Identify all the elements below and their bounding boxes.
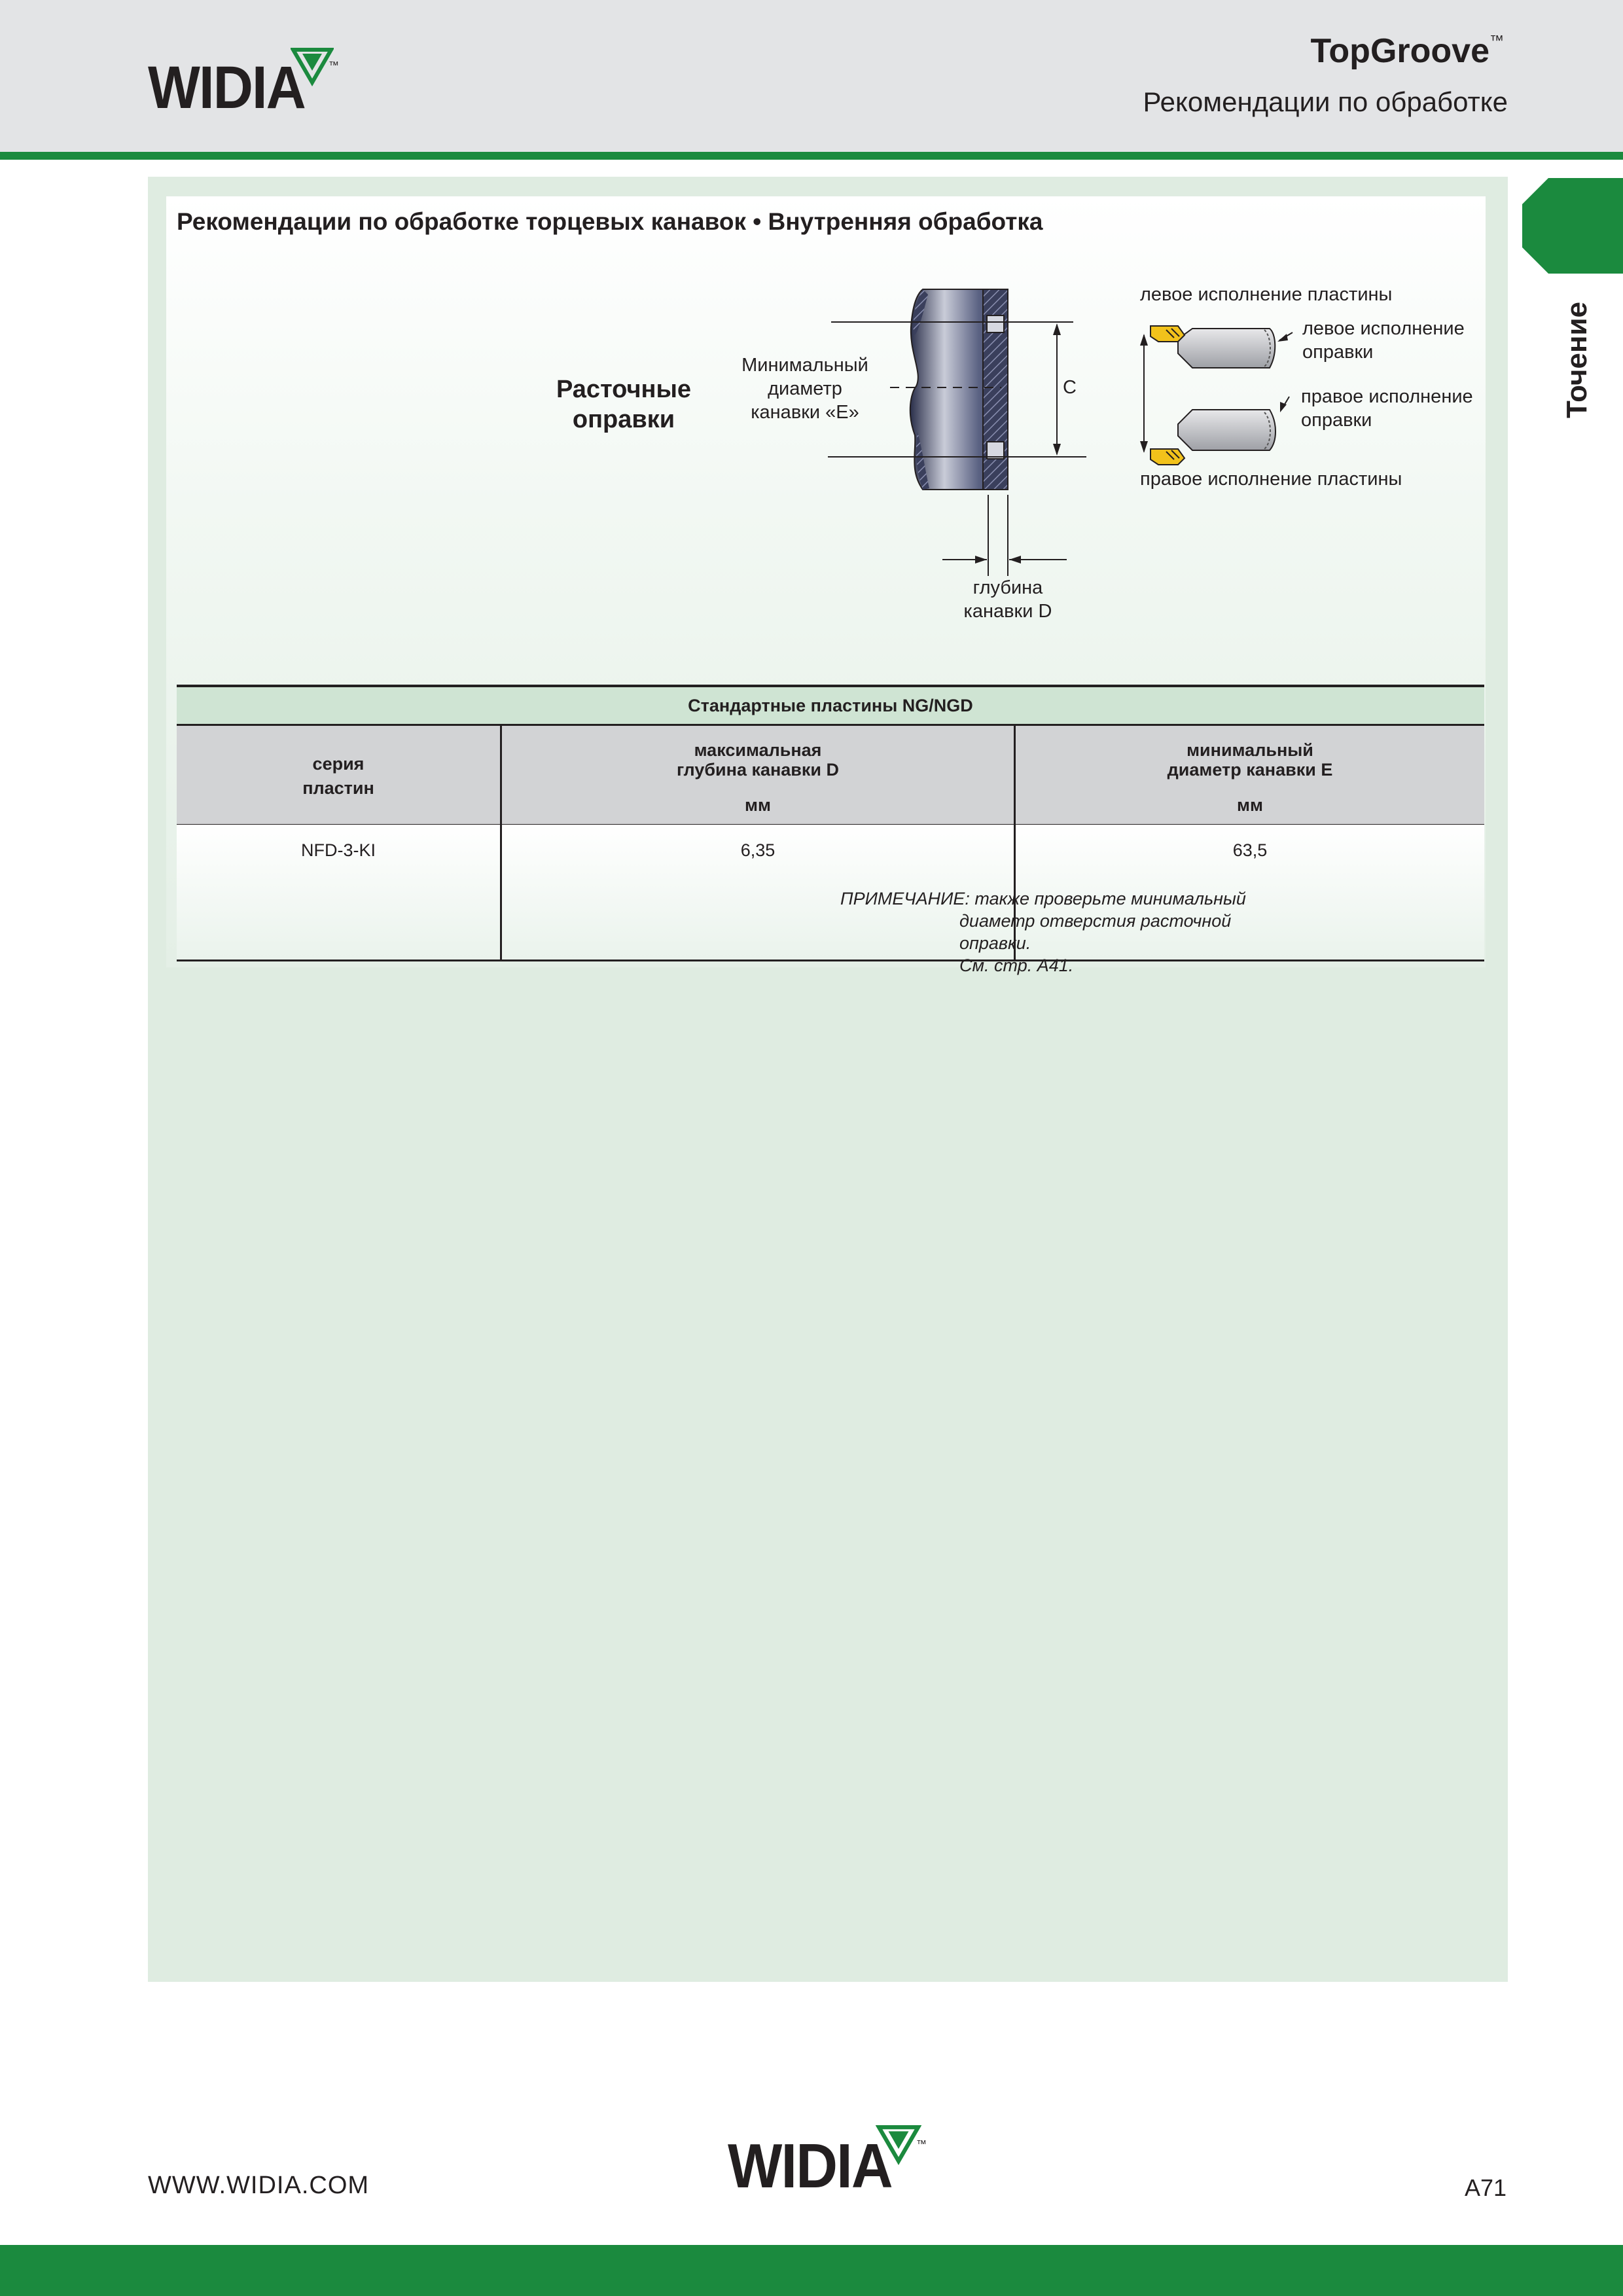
header-min-diameter-line1: минимальный bbox=[1186, 740, 1313, 760]
depth-line2: канавки D bbox=[963, 601, 1052, 622]
note-line3: См. стр. A41. bbox=[959, 956, 1074, 975]
cell-max-depth: 6,35 bbox=[740, 840, 776, 860]
left-insert-label: левое исполнение пластины bbox=[1140, 284, 1393, 305]
side-tab-text: Точение bbox=[1561, 302, 1593, 418]
section-title: Рекомендации по обработке торцевых канавок • Внутренняя обработка bbox=[177, 208, 1043, 235]
row-divider bbox=[500, 825, 502, 960]
note-line2: диаметр отверстия расточной оправки. bbox=[959, 911, 1232, 953]
header-max-depth bbox=[502, 726, 1014, 838]
footer-url[interactable]: WWW.WIDIA.COM bbox=[148, 2172, 370, 2199]
boring-bars-label bbox=[537, 374, 711, 435]
min-diameter-label bbox=[740, 353, 870, 424]
dimension-c-label: C bbox=[1063, 377, 1077, 398]
product-title bbox=[1311, 31, 1504, 71]
depth-line1: глубина bbox=[972, 577, 1043, 598]
right-holder-line1: правое исполнение bbox=[1301, 386, 1473, 407]
min-diameter-line1: Минимальный bbox=[741, 355, 868, 376]
note-line1-wrap bbox=[840, 888, 1298, 910]
left-holder-label bbox=[1302, 317, 1465, 364]
header-min-diameter-line2: диаметр канавки E bbox=[1167, 760, 1333, 780]
side-tab-shape bbox=[1522, 178, 1623, 274]
cell-min-diameter: 63,5 bbox=[1232, 840, 1268, 860]
header-min-diameter bbox=[1016, 726, 1484, 838]
header-min-diameter-unit: мм bbox=[1237, 795, 1263, 815]
product-tm: ™ bbox=[1489, 31, 1504, 48]
left-holder-line2: оправки bbox=[1302, 342, 1374, 363]
header-rule bbox=[0, 152, 1623, 160]
footer-bar bbox=[0, 2245, 1623, 2296]
header-subtitle: Рекомендации по обработке bbox=[1143, 86, 1508, 117]
boring-label-line2: оправки bbox=[572, 406, 675, 433]
note-line1: также проверьте минимальный bbox=[974, 889, 1246, 908]
logo-tm: ™ bbox=[329, 60, 339, 71]
widia-logo bbox=[148, 54, 339, 121]
footer-logo-tm: ™ bbox=[916, 2139, 927, 2150]
right-holder-line2: оправки bbox=[1301, 410, 1372, 431]
grooving-diagram bbox=[726, 275, 1479, 641]
min-diameter-line3: канавки «E» bbox=[751, 402, 859, 423]
boring-label-line1: Расточные bbox=[556, 376, 692, 403]
header-series-line2: пластин bbox=[302, 778, 374, 798]
page-number: A71 bbox=[1464, 2174, 1507, 2201]
footer-widia-logo bbox=[728, 2131, 937, 2201]
table-note bbox=[840, 888, 1298, 977]
side-tab-label[interactable] bbox=[1558, 295, 1597, 425]
header-max-depth-line1: максимальная bbox=[694, 740, 822, 760]
header-divider bbox=[1014, 726, 1016, 824]
logo-triangle-icon bbox=[291, 47, 334, 86]
header-max-depth-line2: глубина канавки D bbox=[676, 760, 840, 780]
groove-depth-label bbox=[942, 576, 1073, 623]
product-name: TopGroove bbox=[1310, 32, 1489, 70]
footer-logo-triangle-icon bbox=[876, 2125, 921, 2165]
header-series-line1: серия bbox=[312, 754, 365, 774]
table-caption: Стандартные пластины NG/NGD bbox=[177, 685, 1484, 724]
footer-logo-text: WIDIA bbox=[728, 2131, 892, 2201]
header-max-depth-unit: мм bbox=[745, 795, 771, 815]
min-diameter-line2: диаметр bbox=[768, 378, 842, 399]
right-holder-label bbox=[1301, 385, 1473, 432]
header-divider bbox=[500, 726, 502, 824]
logo-text: WIDIA bbox=[148, 54, 305, 121]
note-label: ПРИМЕЧАНИЕ: bbox=[840, 889, 970, 908]
right-insert-label: правое исполнение пластины bbox=[1140, 469, 1402, 490]
left-holder-line1: левое исполнение bbox=[1302, 318, 1465, 339]
cell-series: NFD-3-KI bbox=[301, 840, 376, 860]
table-header bbox=[177, 724, 1484, 827]
